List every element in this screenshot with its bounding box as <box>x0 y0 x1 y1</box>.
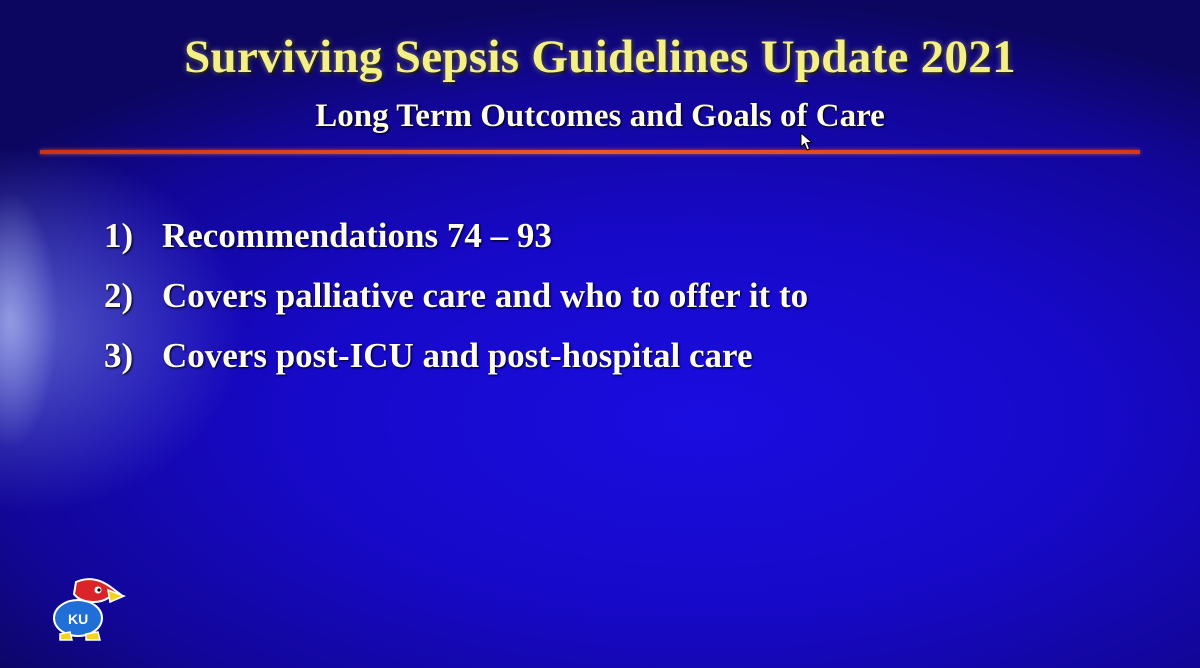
list-item <box>104 266 808 326</box>
list-item-number: 2) <box>104 276 134 315</box>
list-item <box>104 326 808 386</box>
list-item-number: 1) <box>104 216 134 255</box>
screen-glare <box>0 160 90 480</box>
list-item-text: Recommendations 74 – 93 <box>162 216 552 255</box>
list-item <box>104 206 808 266</box>
list-item-text: Covers post-ICU and post-hospital care <box>162 336 753 375</box>
title-divider <box>40 150 1140 154</box>
slide-title: Surviving Sepsis Guidelines Update 2021 <box>184 31 1016 83</box>
list-item-text: Covers palliative care and who to offer it to <box>162 276 809 315</box>
list-item-number: 3) <box>104 336 134 375</box>
bullet-list <box>104 206 808 386</box>
mouse-pointer-icon <box>800 132 814 152</box>
logo-text: KU <box>68 611 89 627</box>
slide-subtitle: Long Term Outcomes and Goals of Care <box>315 98 885 134</box>
jayhawk-mascot-icon <box>46 572 126 642</box>
